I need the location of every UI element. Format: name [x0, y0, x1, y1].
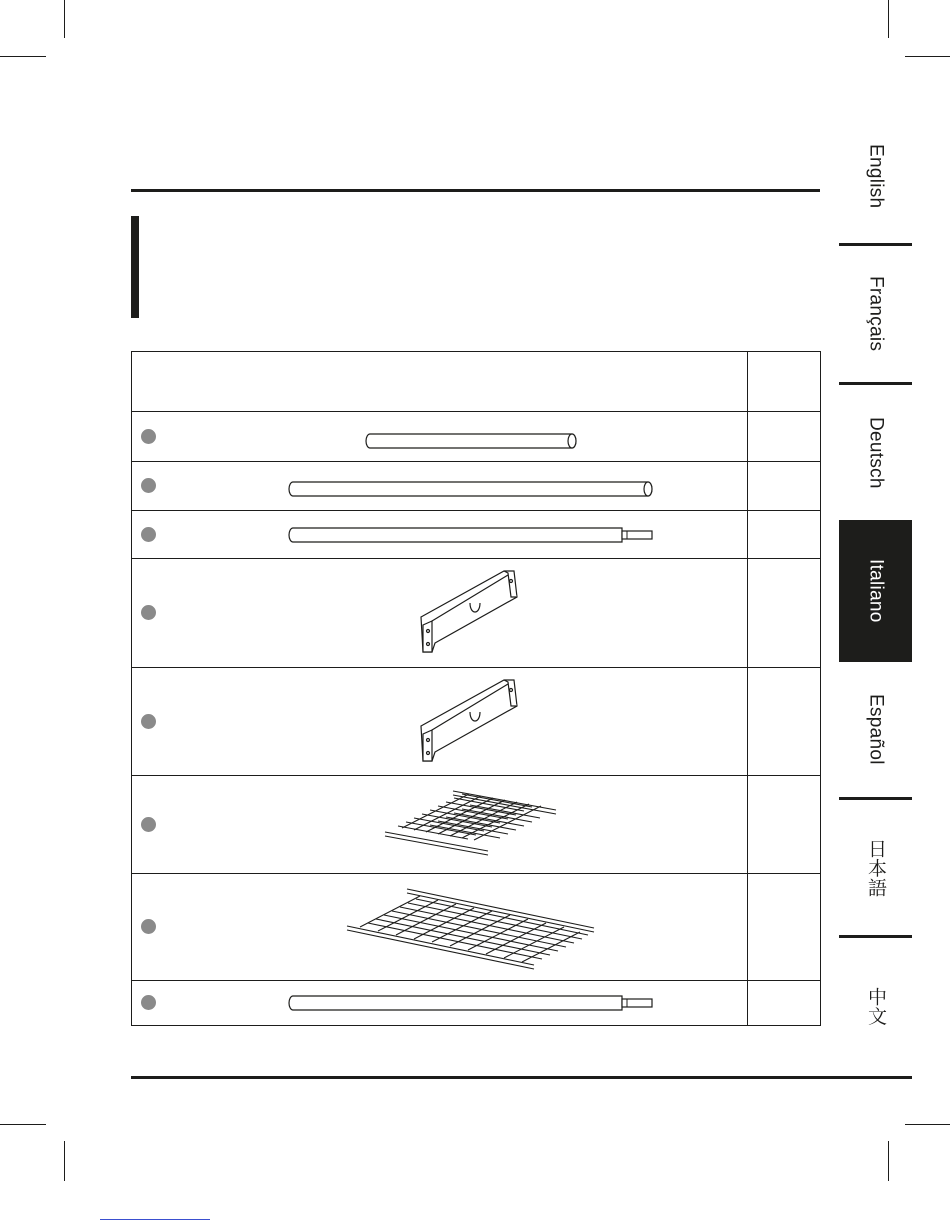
part-cell — [132, 412, 748, 462]
crop-mark — [905, 56, 950, 57]
tab-chinese[interactable] — [839, 938, 912, 1074]
part-cell — [132, 511, 748, 559]
quantity-cell — [748, 874, 821, 981]
quantity-cell — [748, 559, 821, 668]
crop-mark — [64, 0, 65, 38]
quantity-cell — [748, 776, 821, 874]
crop-mark — [888, 1141, 889, 1181]
bracket-icon — [132, 559, 748, 668]
table-row — [132, 668, 821, 776]
crop-mark — [888, 0, 889, 38]
long-tube-icon — [132, 462, 748, 511]
part-cell — [132, 462, 748, 511]
table-row — [132, 462, 821, 511]
wire-shelf-icon — [132, 776, 748, 874]
tab-chinese-label: 中文 — [865, 986, 886, 1026]
header-description-cell — [132, 352, 748, 412]
table-row — [132, 981, 821, 1026]
tab-espanol[interactable] — [839, 662, 912, 797]
crop-mark — [64, 1141, 65, 1181]
parts-table — [131, 351, 821, 1026]
table-row — [132, 412, 821, 462]
tab-english-label: English — [865, 143, 887, 209]
short-tube-icon — [132, 412, 748, 462]
tab-italiano[interactable] — [839, 520, 912, 662]
crop-mark — [0, 56, 46, 57]
bottom-rule — [131, 1076, 912, 1079]
part-cell — [132, 668, 748, 776]
tab-japanese[interactable] — [839, 800, 912, 935]
top-rule — [131, 189, 820, 192]
quantity-cell — [748, 981, 821, 1026]
tab-espanol-label: Español — [865, 694, 887, 765]
tab-francais-label: Français — [865, 276, 887, 352]
wire-shelf-icon — [132, 874, 748, 981]
quantity-cell — [748, 462, 821, 511]
part-cell — [132, 776, 748, 874]
tab-francais[interactable] — [839, 246, 912, 382]
part-cell — [132, 874, 748, 981]
table-row — [132, 511, 821, 559]
table-row — [132, 559, 821, 668]
quantity-cell — [748, 412, 821, 462]
crop-mark — [0, 1124, 46, 1125]
connector-tube-icon — [132, 511, 748, 559]
header-quantity-cell — [748, 352, 821, 412]
table-row — [132, 776, 821, 874]
bracket-icon — [132, 668, 748, 776]
part-cell — [132, 559, 748, 668]
tab-deutsch[interactable] — [839, 385, 912, 520]
table-header-row — [132, 352, 821, 412]
tab-japanese-label: 日本語 — [865, 838, 886, 897]
part-cell — [132, 981, 748, 1026]
connector-tube-icon — [132, 981, 748, 1026]
crop-mark — [905, 1124, 950, 1125]
quantity-cell — [748, 668, 821, 776]
tab-italiano-label: Italiano — [865, 559, 887, 623]
table-row — [132, 874, 821, 981]
status-link-underline — [100, 1219, 210, 1220]
tab-english[interactable] — [839, 110, 912, 242]
tab-deutsch-label: Deutsch — [865, 416, 887, 489]
section-heading-bar — [131, 216, 139, 318]
quantity-cell — [748, 511, 821, 559]
